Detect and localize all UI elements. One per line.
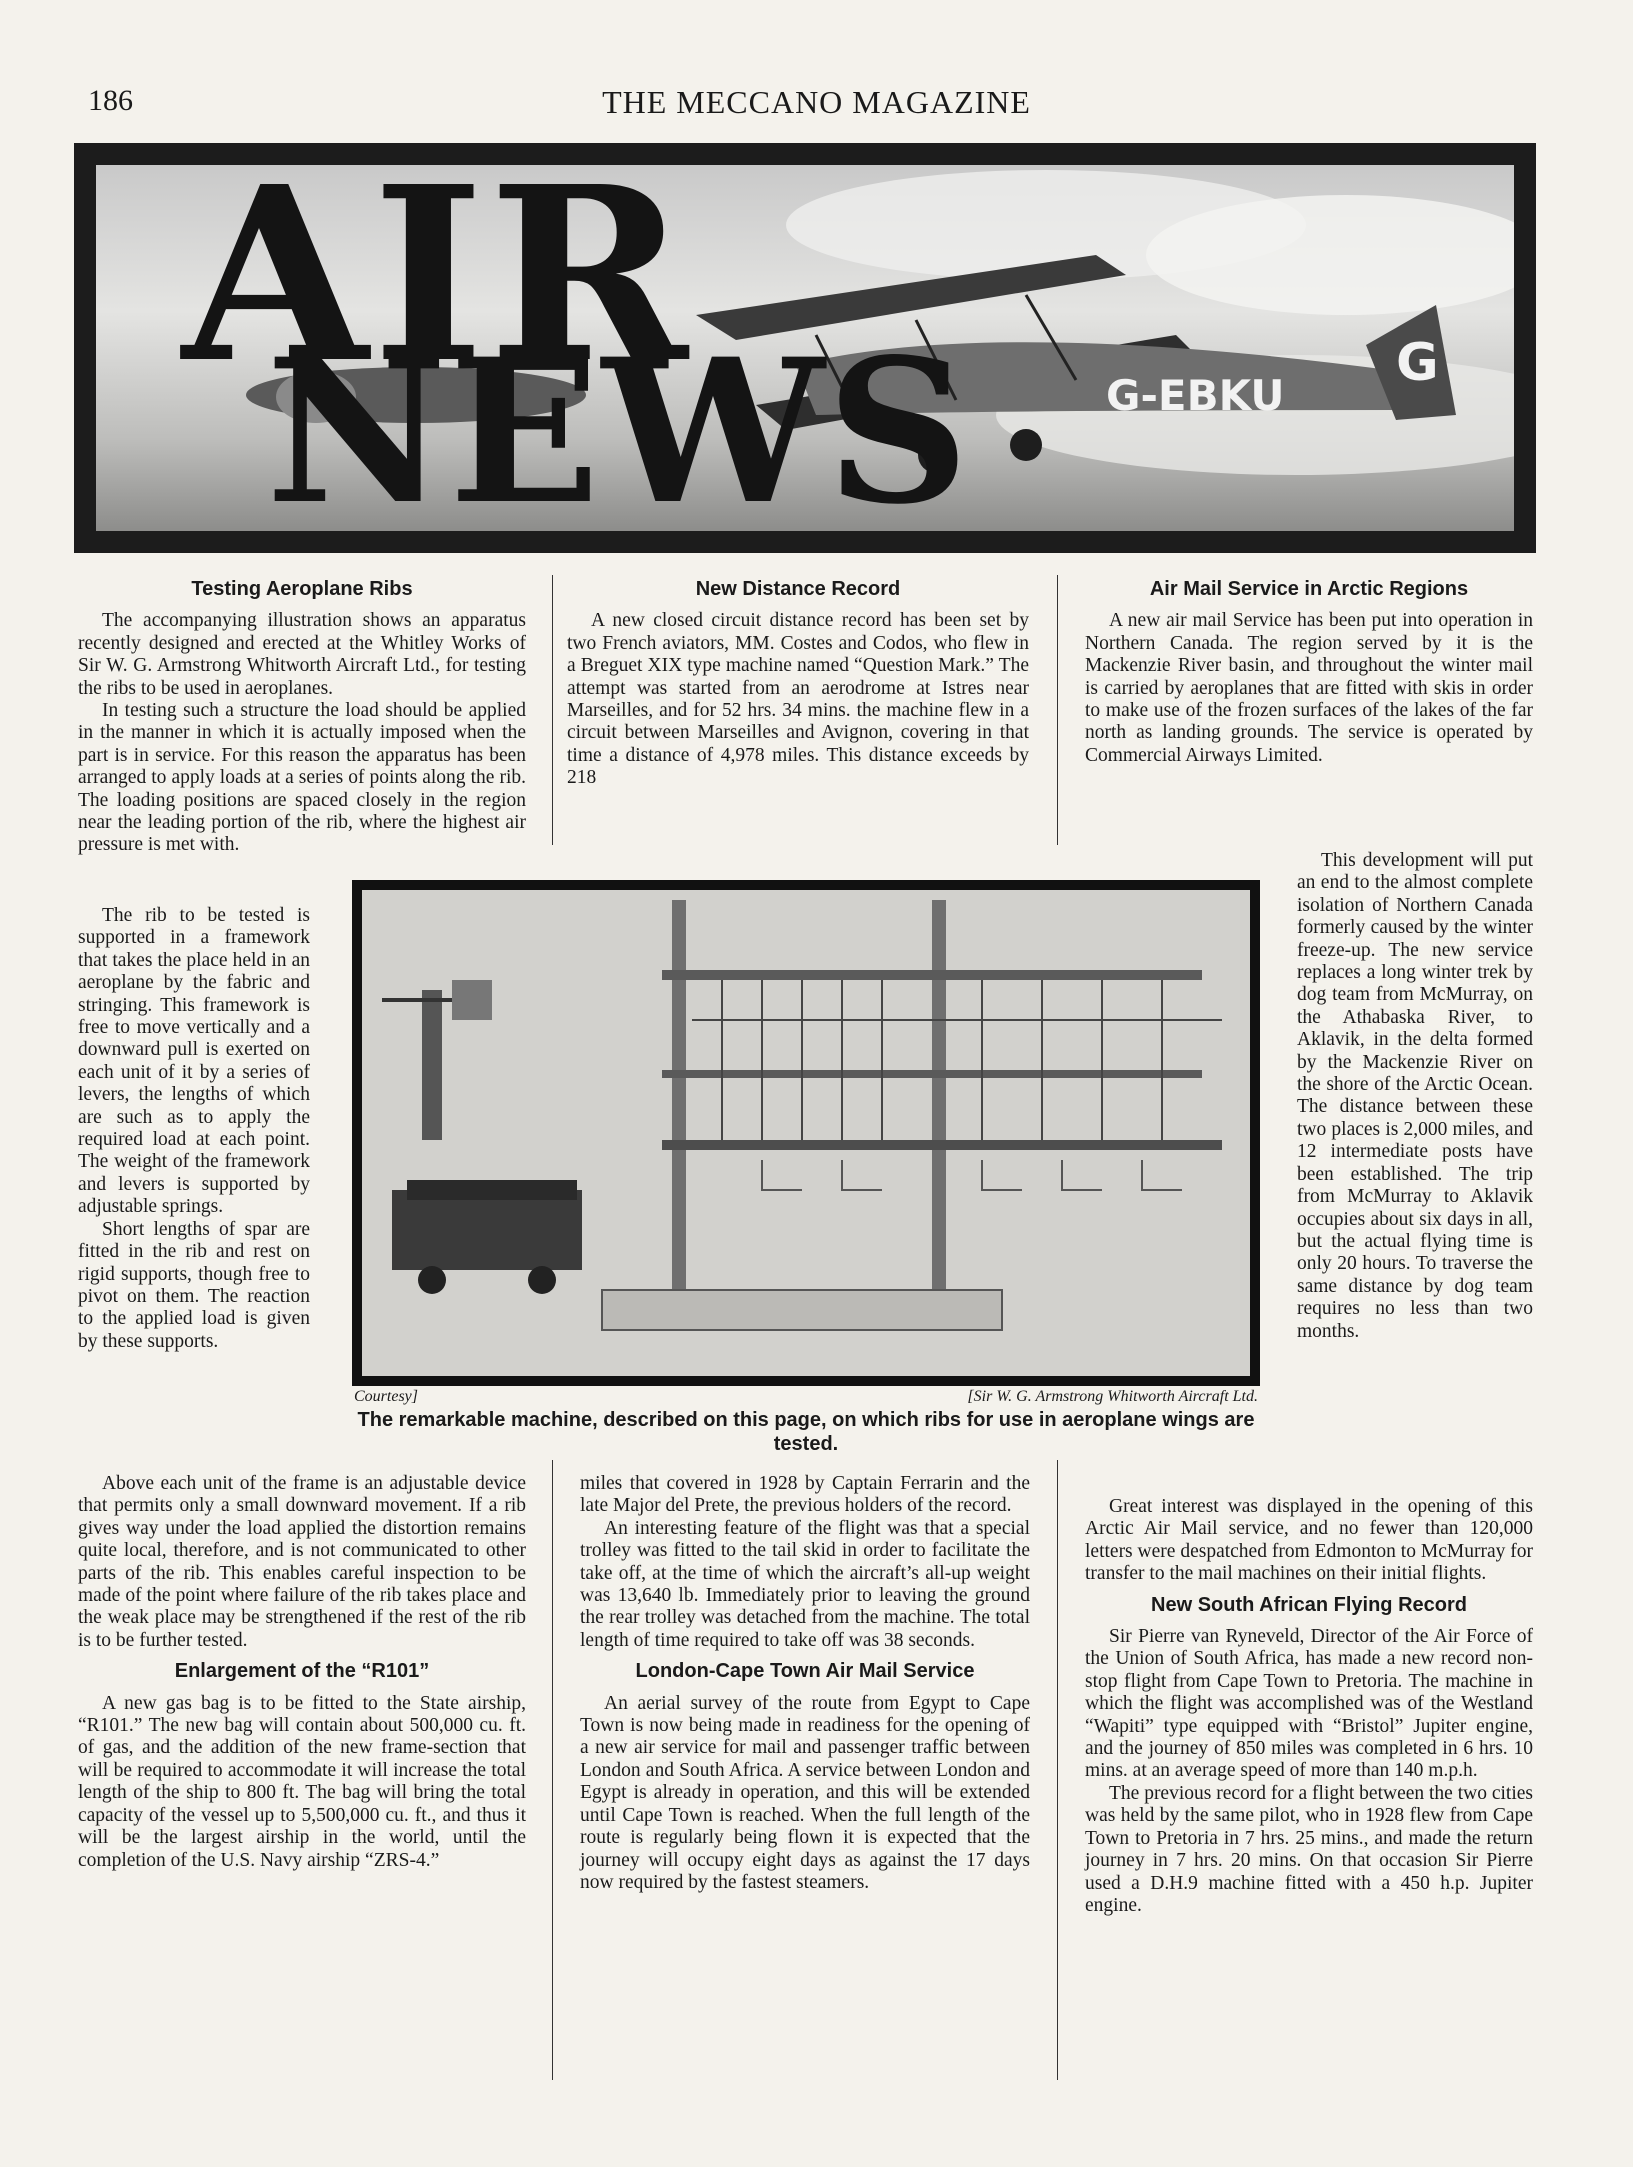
column-1-bottom (78, 1473, 526, 1872)
column-1-narrow (78, 905, 310, 1353)
paragraph: The rib to be tested is supported in a framework that takes the place held in an aeroplane by the fabric and stringing. This framework is free to move vertically and a downward pull is exerted on each unit of it by a series of levers, the lengths of which are such as to apply the required load at each point. The weight of the framework and levers is supported by adjustable springs. (78, 905, 310, 1218)
paragraph: This development will put an end to the almost complete isolation of Northern Canada formerly caused by the winter freeze-up. The new service replaces a long winter trek by dog team from McMurray, on the Athabaska River, to Aklavik, in the delta formed by the Mackenzie River on the shore of the Arctic Ocean. The distance between these two places is 2,000 miles, and 12 intermediate posts have been established. The trip from McMurray to Aklavik occupies about six days in all, but the actual flying time is only 20 hours. To traverse the same distance by dog team requires no less than two months. (1297, 850, 1533, 1342)
paragraph: An aerial survey of the route from Egypt to Cape Town is now being made in readiness for the opening of a new air service for mail and passenger traffic between London and South Africa. A service between London and Egypt is already in operation, and this will be extended until Cape Town is reached. When the full length of the route is regularly being flown it is expected that the journey will occupy eight days as against the 17 days now required by the fastest steamers. (580, 1692, 1030, 1893)
section-heading: Enlargement of the “R101” (174, 1660, 430, 1683)
column-2-top (567, 570, 1029, 790)
paragraph: A new closed circuit distance record has been set by two French aviators, MM. Costes and Codos, who flew in a Breguet XIX type machine named “Question Mark.” The attempt was started from an aerodrome at Istres near Marseilles, and for 52 hrs. 34 mins. the machine flew in a circuit between Marseilles and Avignon, covering in that time a distance of 4,978 miles. This distance exceeds by 218 (567, 610, 1029, 789)
page-number: 186 (88, 84, 133, 117)
section-heading: London-Cape Town Air Mail Service (635, 1660, 975, 1683)
banner-title-air: AIR (182, 165, 692, 416)
column-divider (1057, 1460, 1058, 2080)
paragraph: An interesting feature of the flight was that a special trolley was fitted to the tail skid in order to facilitate the take off, at the time of which the aircraft’s all-up weight was 13,640 lb. Immediately prior to leaving the ground the rear trolley was detached from the machine. The total length of time required to take off was 38 seconds. (580, 1517, 1030, 1651)
paragraph: A new gas bag is to be fitted to the State airship, “R101.” The new bag will contain about 500,000 cu. ft. of gas, and the addition of the new frame-section that will be required to accommodate it will increase the total length of the ship to 800 ft. The bag will bring the total capacity of the vessel up to 5,500,000 cu. ft., and thus it will be the largest airship in the world, until the completion of the U.S. Navy airship “ZRS-4.” (78, 1692, 526, 1871)
testing-machine-illustration (362, 890, 1250, 1376)
column-3-narrow (1297, 850, 1533, 1343)
aircraft-tail-letter: G (1396, 333, 1439, 393)
section-heading: New Distance Record (695, 578, 901, 600)
rib-testing-machine-photo (352, 880, 1260, 1386)
paragraph: A new air mail Service has been put into operation in Northern Canada. The region served by it is the Mackenzie River basin, and throughout the winter mail is carried by aeroplanes that are fitted with skis in order to make use of the frozen surfaces of the lakes of the far north as landing grounds. The service is operated by Commercial Airways Limited. (1085, 610, 1533, 766)
photo-image (362, 890, 1250, 1376)
column-3-bottom (1085, 1496, 1533, 1917)
section-heading: Testing Aeroplane Ribs (191, 578, 413, 600)
column-divider (552, 575, 553, 845)
magazine-title: THE MECCANO MAGAZINE (602, 84, 1031, 120)
banner-title-news: NEWS (266, 315, 972, 531)
paragraph: The previous record for a flight between the two cities was held by the same pilot, who in 1928 flew from Cape Town to Pretoria in 7 hrs. 25 mins., and made the return journey in 7 hrs. 20 mins. On that occasion Sir Pierre used a D.H.9 machine fitted with a 450 h.p. Jupiter engine. (1085, 1782, 1533, 1916)
column-2-bottom (580, 1473, 1030, 1894)
paragraph: Sir Pierre van Ryneveld, Director of the Air Force of the Union of South Africa, has made a new record non-stop flight from Cape Town to Pretoria. The machine in which the flight was accomplished was of the Westland “Wapiti” type equipped with “Bristol” Jupiter engine, and the journey of 850 miles was completed in 6 hrs. 10 mins. at an average speed of more than 140 m.p.h. (1085, 1626, 1533, 1782)
paragraph: Above each unit of the frame is an adjustable device that permits only a small downward movement. If a rib gives way under the load applied the distortion remains quite local, therefore, and is not communicated to other parts of the rib. This enables careful inspection to be made of the point where failure of the rib takes place and the weak place may be strengthened if the rest of the rib is to be further tested. (78, 1473, 526, 1651)
photo-caption: The remarkable machine, described on this page, on which ribs for use in aeroplane wings are tested. (357, 1409, 1255, 1455)
column-3-top (1085, 570, 1533, 767)
photo-credit-source: [Sir W. G. Armstrong Whitworth Aircraft Ltd. (967, 1388, 1258, 1405)
air-news-banner (74, 143, 1536, 553)
paragraph: miles that covered in 1928 by Captain Ferrarin and the late Major del Prete, the previous holders of the record. (580, 1473, 1030, 1517)
section-heading: New South African Flying Record (1151, 1593, 1467, 1616)
paragraph: Great interest was displayed in the opening of this Arctic Air Mail service, and no fewer than 120,000 letters were despatched from Edmonton to McMurray for transfer to the mail machines on their initial flights. (1085, 1496, 1533, 1585)
paragraph: In testing such a structure the load should be applied in the manner in which it is actually imposed when the part is in service. For this reason the apparatus has been arranged to apply loads at a series of points along the rib. The loading positions are spaced closely in the region near the leading portion of the rib, where the highest air pressure is met with. (78, 700, 526, 856)
column-1-top (78, 570, 526, 857)
section-heading: Air Mail Service in Arctic Regions (1149, 578, 1469, 600)
paragraph: Short lengths of spar are fitted in the rib and rest on rigid supports, though free to pivot on them. The reaction to the applied load is given by these supports. (78, 1218, 310, 1352)
banner-illustration (96, 165, 1514, 531)
photo-credit-label: Courtesy] (354, 1388, 418, 1405)
column-divider (552, 1460, 553, 2080)
paragraph: The accompanying illustration shows an apparatus recently designed and erected at the Whitley Works of Sir W. G. Armstrong Whitworth Aircraft Ltd., for testing the ribs to be used in aeroplanes. (78, 610, 526, 699)
column-divider (1057, 575, 1058, 845)
aircraft-registration-label: G-EBKU (1106, 371, 1285, 420)
